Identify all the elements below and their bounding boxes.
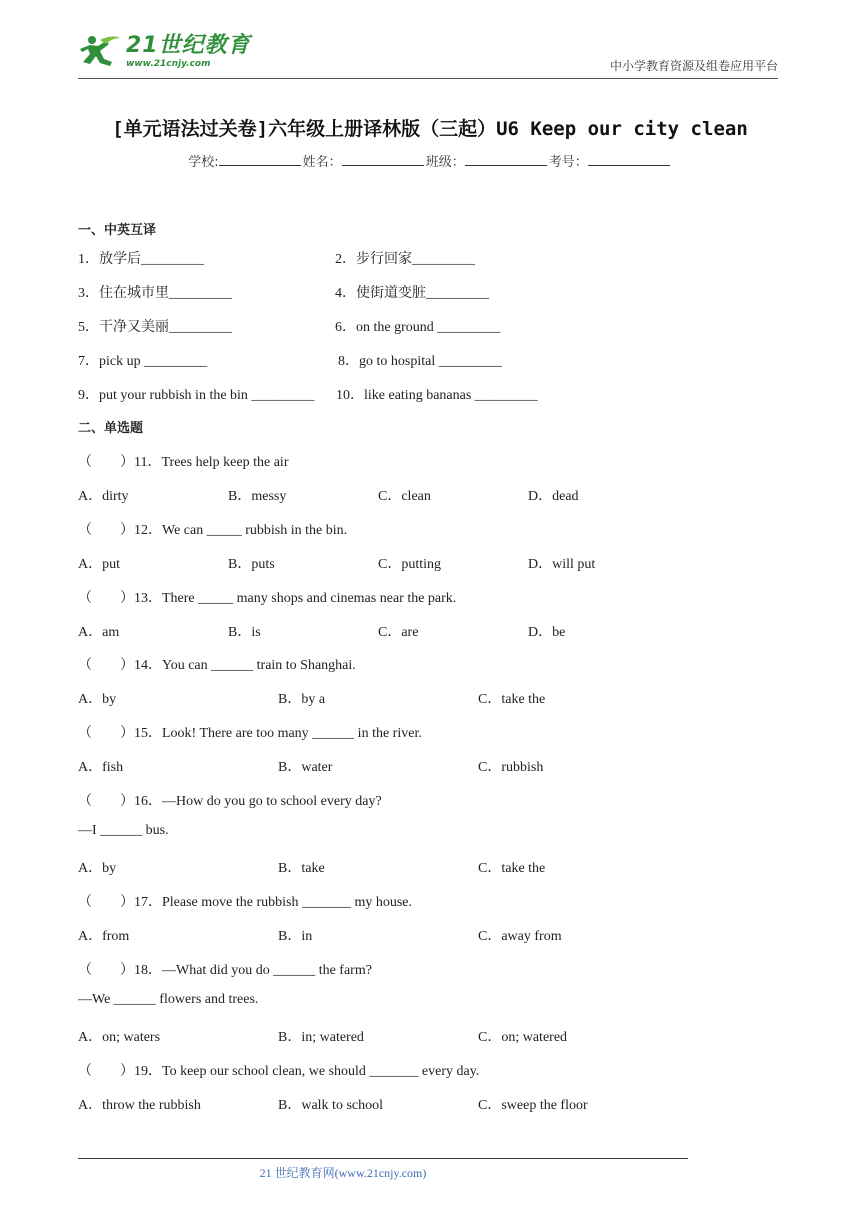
question-stem: （ ）18．—What did you do ______ the farm? [78, 963, 372, 978]
logo-url: www.21cnjy.com [126, 59, 211, 69]
translation-item: 5．干净又美丽_________ [78, 320, 232, 335]
option-c: C．sweep the floor [478, 1098, 588, 1113]
class-field[interactable] [465, 153, 547, 166]
question-stem-line2: —We ______ flowers and trees. [78, 992, 259, 1007]
option-c: C．putting [378, 557, 442, 572]
option-b: B．by a [278, 692, 326, 707]
option-c: C．on; watered [478, 1030, 568, 1045]
question-stem: （ ）12．We can _____ rubbish in the bin. [78, 523, 348, 538]
name-field[interactable] [342, 153, 424, 166]
question-stem: （ ）17．Please move the rubbish _______ my house. [78, 895, 413, 910]
section-heading: 二、单选题 [78, 421, 144, 436]
option-c: C．away from [478, 929, 562, 944]
question-stem: （ ）11．Trees help keep the air [78, 455, 289, 470]
option-a: A．put [78, 557, 120, 572]
translation-item: 9．put your rubbish in the bin _________ [78, 388, 315, 403]
option-a: A．by [78, 861, 117, 876]
question-stem: （ ）15．Look! There are too many ______ in the river. [78, 726, 422, 741]
translation-item: 2．步行回家_________ [335, 252, 475, 267]
option-c: C．take the [478, 861, 546, 876]
translation-item: 4．使街道变脏_________ [335, 286, 489, 301]
option-a: A．am [78, 625, 120, 640]
translation-item: 10．like eating bananas _________ [336, 388, 538, 403]
translation-item: 3．住在城市里_________ [78, 286, 232, 301]
runner-logo-icon [78, 32, 122, 72]
footer-link[interactable]: 21 世纪教育网(www.21cnjy.com) [259, 1166, 427, 1180]
page-header [78, 30, 778, 79]
option-b: B．water [278, 760, 333, 775]
option-b: B．messy [228, 489, 287, 504]
question-stem: （ ）16．—How do you go to school every day? [78, 794, 382, 809]
school-label: 学校: [188, 155, 219, 170]
option-b: B．take [278, 861, 325, 876]
school-field[interactable] [219, 153, 301, 166]
option-a: A．dirty [78, 489, 129, 504]
option-b: B．is [228, 625, 261, 640]
platform-label: 中小学教育资源及组卷应用平台 [609, 59, 778, 73]
logo-name: 21世纪教育 [126, 33, 251, 58]
option-a: A．throw the rubbish [78, 1098, 201, 1113]
name-label: 姓名： [302, 155, 342, 170]
question-stem: （ ）13．There _____ many shops and cinemas near the park. [78, 591, 457, 606]
translation-item: 7．pick up _________ [78, 354, 208, 369]
translation-item: 1．放学后_________ [78, 252, 204, 267]
option-c: C．clean [378, 489, 431, 504]
option-d: D．dead [528, 489, 579, 504]
option-d: D．will put [528, 557, 596, 572]
logo [78, 32, 251, 72]
footer-divider [78, 1158, 688, 1159]
option-c: C．rubbish [478, 760, 544, 775]
question-stem: （ ）19．To keep our school clean, we should _______ every day. [78, 1064, 480, 1079]
number-field[interactable] [588, 153, 670, 166]
option-b: B．walk to school [278, 1098, 383, 1113]
section-heading: 一、中英互译 [78, 223, 157, 238]
option-a: A．by [78, 692, 117, 707]
class-label: 班级： [425, 155, 465, 170]
option-c: C．are [378, 625, 419, 640]
question-stem-line2: —I ______ bus. [78, 823, 169, 838]
option-b: B．in [278, 929, 313, 944]
option-d: D．be [528, 625, 566, 640]
question-stem: （ ）14．You can ______ train to Shanghai. [78, 658, 356, 673]
option-a: A．fish [78, 760, 124, 775]
option-a: A．from [78, 929, 130, 944]
option-b: B．puts [228, 557, 275, 572]
option-c: C．take the [478, 692, 546, 707]
translation-item: 8．go to hospital _________ [338, 354, 502, 369]
option-b: B．in; watered [278, 1030, 364, 1045]
page-title: [单元语法过关卷]六年级上册译林版（三起）U6 Keep our city clean [112, 118, 748, 140]
option-a: A．on; waters [78, 1030, 161, 1045]
number-label: 考号： [548, 155, 588, 170]
translation-item: 6．on the ground _________ [335, 320, 501, 335]
student-info [0, 151, 860, 170]
